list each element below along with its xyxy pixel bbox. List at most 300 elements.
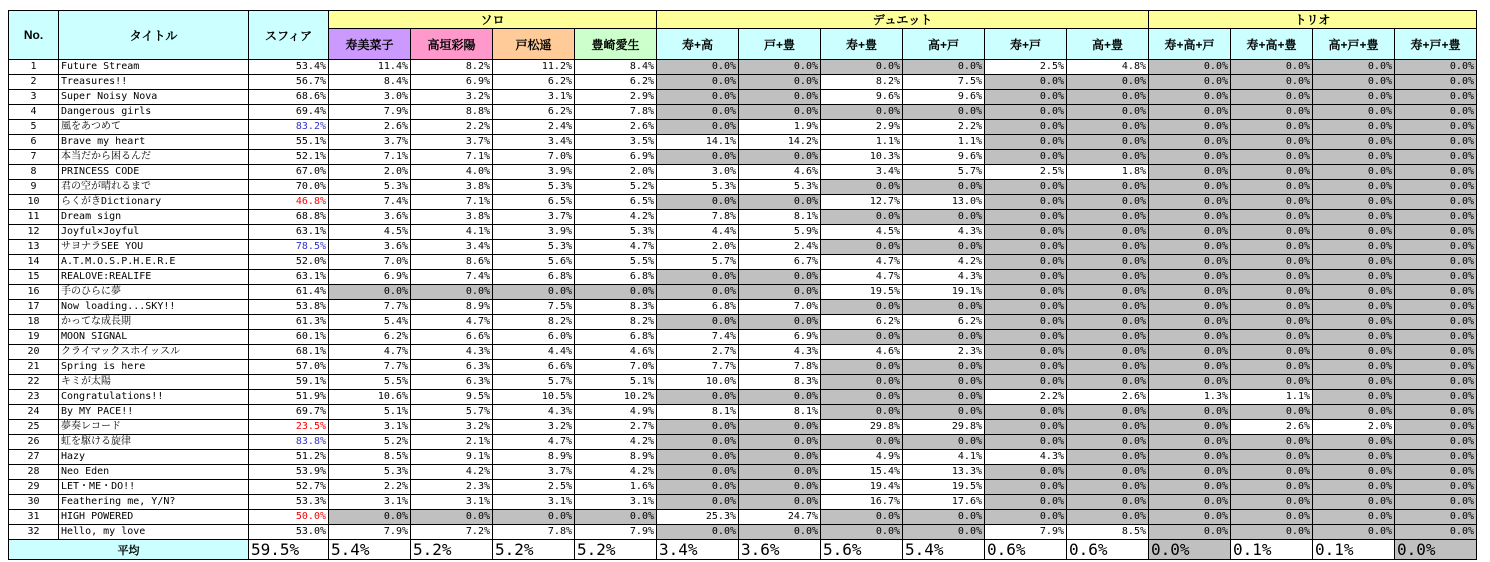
row-solo-2: 3.2%: [411, 90, 493, 105]
row-trio-2: 0.0%: [1231, 495, 1313, 510]
row-sphere: 52.7%: [249, 480, 329, 495]
row-duet-6: 0.0%: [1067, 405, 1149, 420]
row-duet-4: 19.5%: [903, 480, 985, 495]
row-trio-1: 0.0%: [1149, 285, 1231, 300]
row-solo-2: 6.9%: [411, 75, 493, 90]
row-solo-3: 7.5%: [493, 300, 575, 315]
row-trio-4: 0.0%: [1395, 450, 1477, 465]
row-solo-3: 3.1%: [493, 495, 575, 510]
row-trio-3: 0.0%: [1313, 210, 1395, 225]
row-solo-3: 5.3%: [493, 180, 575, 195]
row-solo-2: 6.3%: [411, 375, 493, 390]
row-solo-2: 3.1%: [411, 495, 493, 510]
row-trio-2: 0.0%: [1231, 300, 1313, 315]
row-solo-4: 5.1%: [575, 375, 657, 390]
row-sphere: 53.0%: [249, 525, 329, 540]
row-solo-1: 5.2%: [329, 435, 411, 450]
row-trio-3: 0.0%: [1313, 450, 1395, 465]
row-trio-2: 0.0%: [1231, 405, 1313, 420]
row-sphere: 69.4%: [249, 105, 329, 120]
row-duet-2: 4.6%: [739, 165, 821, 180]
table-row: [9, 315, 1477, 330]
row-solo-4: 4.7%: [575, 240, 657, 255]
row-trio-4: 0.0%: [1395, 105, 1477, 120]
row-trio-3: 0.0%: [1313, 330, 1395, 345]
row-duet-5: 0.0%: [985, 315, 1067, 330]
row-trio-1: 0.0%: [1149, 360, 1231, 375]
table-row: [9, 495, 1477, 510]
row-duet-3: 4.6%: [821, 345, 903, 360]
row-duet-6: 0.0%: [1067, 225, 1149, 240]
row-duet-5: 0.0%: [985, 150, 1067, 165]
row-trio-2: 0.0%: [1231, 60, 1313, 75]
row-duet-2: 1.9%: [739, 120, 821, 135]
row-number: 4: [9, 105, 59, 120]
row-trio-1: 0.0%: [1149, 330, 1231, 345]
row-solo-3: 3.4%: [493, 135, 575, 150]
table-body: [9, 60, 1477, 540]
average-trio-2: 0.1%: [1231, 540, 1313, 560]
row-title: Congratulations!!: [59, 390, 249, 405]
row-number: 32: [9, 525, 59, 540]
row-duet-5: 2.2%: [985, 390, 1067, 405]
row-trio-3: 0.0%: [1313, 195, 1395, 210]
row-trio-2: 0.0%: [1231, 465, 1313, 480]
row-solo-1: 6.9%: [329, 270, 411, 285]
row-duet-4: 0.0%: [903, 240, 985, 255]
row-solo-2: 2.2%: [411, 120, 493, 135]
row-trio-3: 0.0%: [1313, 255, 1395, 270]
row-solo-1: 3.1%: [329, 420, 411, 435]
row-solo-2: 3.7%: [411, 135, 493, 150]
header-group-solo: ソロ: [329, 11, 657, 29]
row-number: 5: [9, 120, 59, 135]
row-solo-1: 7.4%: [329, 195, 411, 210]
row-duet-4: 0.0%: [903, 510, 985, 525]
row-solo-4: 4.2%: [575, 465, 657, 480]
average-duet-6: 0.6%: [1067, 540, 1149, 560]
row-solo-2: 4.7%: [411, 315, 493, 330]
sphere-distribution-table: [8, 10, 1477, 560]
row-trio-4: 0.0%: [1395, 285, 1477, 300]
row-duet-2: 8.1%: [739, 210, 821, 225]
row-duet-2: 0.0%: [739, 75, 821, 90]
row-number: 22: [9, 375, 59, 390]
row-duet-3: 0.0%: [821, 240, 903, 255]
row-solo-1: 5.3%: [329, 180, 411, 195]
row-solo-2: 0.0%: [411, 285, 493, 300]
row-duet-2: 7.0%: [739, 300, 821, 315]
row-duet-3: 1.1%: [821, 135, 903, 150]
row-duet-3: 0.0%: [821, 405, 903, 420]
row-duet-2: 5.9%: [739, 225, 821, 240]
row-solo-4: 4.6%: [575, 345, 657, 360]
row-trio-4: 0.0%: [1395, 420, 1477, 435]
row-trio-3: 0.0%: [1313, 435, 1395, 450]
row-duet-3: 2.9%: [821, 120, 903, 135]
row-duet-2: 0.0%: [739, 525, 821, 540]
row-duet-2: 0.0%: [739, 195, 821, 210]
header-duet-3: 寿+豊: [821, 29, 903, 60]
row-duet-1: 5.3%: [657, 180, 739, 195]
row-sphere: 63.1%: [249, 270, 329, 285]
row-trio-4: 0.0%: [1395, 240, 1477, 255]
row-title: 本当だから困るんだ: [59, 150, 249, 165]
row-solo-4: 5.3%: [575, 225, 657, 240]
row-solo-1: 0.0%: [329, 285, 411, 300]
row-duet-5: 0.0%: [985, 510, 1067, 525]
row-duet-4: 29.8%: [903, 420, 985, 435]
row-title: 虹を駆ける旋律: [59, 435, 249, 450]
row-trio-3: 0.0%: [1313, 150, 1395, 165]
row-solo-2: 4.1%: [411, 225, 493, 240]
row-title: Joyful×Joyful: [59, 225, 249, 240]
row-trio-2: 0.0%: [1231, 105, 1313, 120]
row-solo-1: 3.6%: [329, 210, 411, 225]
row-duet-1: 0.0%: [657, 495, 739, 510]
row-duet-6: 1.8%: [1067, 165, 1149, 180]
row-trio-1: 0.0%: [1149, 165, 1231, 180]
row-duet-4: 0.0%: [903, 375, 985, 390]
row-duet-1: 6.8%: [657, 300, 739, 315]
row-solo-3: 3.7%: [493, 465, 575, 480]
row-number: 27: [9, 450, 59, 465]
row-title: Hello, my love: [59, 525, 249, 540]
row-sphere: 56.7%: [249, 75, 329, 90]
row-solo-2: 6.3%: [411, 360, 493, 375]
row-duet-4: 7.5%: [903, 75, 985, 90]
row-trio-2: 0.0%: [1231, 195, 1313, 210]
average-trio-3: 0.1%: [1313, 540, 1395, 560]
row-duet-5: 0.0%: [985, 345, 1067, 360]
row-title: Neo Eden: [59, 465, 249, 480]
row-title: 風をあつめて: [59, 120, 249, 135]
row-trio-1: 0.0%: [1149, 195, 1231, 210]
row-title: サヨナラSEE YOU: [59, 240, 249, 255]
row-trio-1: 0.0%: [1149, 480, 1231, 495]
table-row: [9, 375, 1477, 390]
row-duet-5: 0.0%: [985, 405, 1067, 420]
row-trio-3: 0.0%: [1313, 285, 1395, 300]
row-number: 3: [9, 90, 59, 105]
average-duet-4: 5.4%: [903, 540, 985, 560]
row-duet-4: 0.0%: [903, 525, 985, 540]
row-duet-4: 4.1%: [903, 450, 985, 465]
row-duet-3: 0.0%: [821, 210, 903, 225]
header-no: No.: [9, 11, 59, 60]
row-solo-4: 8.2%: [575, 315, 657, 330]
row-trio-4: 0.0%: [1395, 360, 1477, 375]
row-solo-1: 3.7%: [329, 135, 411, 150]
row-trio-4: 0.0%: [1395, 465, 1477, 480]
row-trio-4: 0.0%: [1395, 120, 1477, 135]
average-row: [9, 540, 1477, 560]
row-trio-1: 0.0%: [1149, 255, 1231, 270]
row-duet-3: 6.2%: [821, 315, 903, 330]
row-sphere: 83.8%: [249, 435, 329, 450]
row-duet-4: 0.0%: [903, 105, 985, 120]
header-duet-5: 寿+戸: [985, 29, 1067, 60]
row-solo-3: 7.8%: [493, 525, 575, 540]
row-duet-1: 2.7%: [657, 345, 739, 360]
row-sphere: 51.2%: [249, 450, 329, 465]
row-solo-3: 5.3%: [493, 240, 575, 255]
row-solo-3: 3.9%: [493, 225, 575, 240]
row-trio-2: 0.0%: [1231, 450, 1313, 465]
row-title: Now loading...SKY!!: [59, 300, 249, 315]
row-solo-3: 6.8%: [493, 270, 575, 285]
row-duet-1: 0.0%: [657, 60, 739, 75]
row-duet-6: 0.0%: [1067, 75, 1149, 90]
row-duet-6: 0.0%: [1067, 480, 1149, 495]
row-trio-3: 0.0%: [1313, 405, 1395, 420]
row-sphere: 53.8%: [249, 300, 329, 315]
row-trio-4: 0.0%: [1395, 510, 1477, 525]
row-title: MOON SIGNAL: [59, 330, 249, 345]
average-duet-1: 3.4%: [657, 540, 739, 560]
average-duet-5: 0.6%: [985, 540, 1067, 560]
row-trio-4: 0.0%: [1395, 195, 1477, 210]
row-solo-1: 8.4%: [329, 75, 411, 90]
row-title: クライマックスホイッスル: [59, 345, 249, 360]
row-title: A.T.M.O.S.P.H.E.R.E: [59, 255, 249, 270]
row-duet-5: 0.0%: [985, 195, 1067, 210]
row-trio-1: 1.3%: [1149, 390, 1231, 405]
row-title: 君の空が晴れるまで: [59, 180, 249, 195]
row-sphere: 53.4%: [249, 60, 329, 75]
row-duet-1: 7.8%: [657, 210, 739, 225]
row-duet-1: 0.0%: [657, 525, 739, 540]
row-duet-4: 4.3%: [903, 270, 985, 285]
row-duet-3: 0.0%: [821, 105, 903, 120]
row-duet-5: 0.0%: [985, 300, 1067, 315]
row-solo-1: 5.5%: [329, 375, 411, 390]
header-group-duet: デュエット: [657, 11, 1149, 29]
row-number: 24: [9, 405, 59, 420]
row-trio-1: 0.0%: [1149, 180, 1231, 195]
row-solo-3: 8.9%: [493, 450, 575, 465]
row-duet-4: 0.0%: [903, 60, 985, 75]
row-duet-2: 0.0%: [739, 90, 821, 105]
row-duet-5: 0.0%: [985, 375, 1067, 390]
row-solo-1: 7.7%: [329, 300, 411, 315]
row-trio-3: 0.0%: [1313, 225, 1395, 240]
row-solo-1: 7.1%: [329, 150, 411, 165]
table-row: [9, 465, 1477, 480]
row-duet-1: 0.0%: [657, 285, 739, 300]
row-trio-1: 0.0%: [1149, 90, 1231, 105]
table-row: [9, 120, 1477, 135]
row-sphere: 46.8%: [249, 195, 329, 210]
table-row: [9, 360, 1477, 375]
row-sphere: 53.3%: [249, 495, 329, 510]
row-solo-4: 8.9%: [575, 450, 657, 465]
row-trio-2: 0.0%: [1231, 375, 1313, 390]
row-title: Dangerous girls: [59, 105, 249, 120]
row-solo-3: 3.7%: [493, 210, 575, 225]
row-solo-2: 5.7%: [411, 405, 493, 420]
row-number: 7: [9, 150, 59, 165]
table-row: [9, 60, 1477, 75]
row-trio-2: 1.1%: [1231, 390, 1313, 405]
row-duet-1: 3.0%: [657, 165, 739, 180]
row-trio-4: 0.0%: [1395, 480, 1477, 495]
row-solo-4: 6.2%: [575, 75, 657, 90]
row-title: 手のひらに夢: [59, 285, 249, 300]
row-trio-3: 0.0%: [1313, 495, 1395, 510]
row-duet-4: 9.6%: [903, 90, 985, 105]
row-duet-3: 0.0%: [821, 60, 903, 75]
row-trio-4: 0.0%: [1395, 525, 1477, 540]
row-solo-1: 3.0%: [329, 90, 411, 105]
row-solo-1: 2.6%: [329, 120, 411, 135]
row-trio-4: 0.0%: [1395, 315, 1477, 330]
row-solo-4: 6.9%: [575, 150, 657, 165]
row-duet-4: 1.1%: [903, 135, 985, 150]
row-duet-6: 0.0%: [1067, 240, 1149, 255]
row-trio-4: 0.0%: [1395, 75, 1477, 90]
row-solo-4: 3.1%: [575, 495, 657, 510]
row-duet-2: 8.1%: [739, 405, 821, 420]
row-duet-3: 4.9%: [821, 450, 903, 465]
row-number: 30: [9, 495, 59, 510]
header-title: タイトル: [59, 11, 249, 60]
row-title: Future Stream: [59, 60, 249, 75]
row-duet-4: 2.3%: [903, 345, 985, 360]
row-duet-4: 0.0%: [903, 435, 985, 450]
table-row: [9, 210, 1477, 225]
row-number: 15: [9, 270, 59, 285]
row-trio-2: 0.0%: [1231, 480, 1313, 495]
row-trio-1: 0.0%: [1149, 315, 1231, 330]
row-trio-3: 0.0%: [1313, 465, 1395, 480]
row-solo-2: 3.8%: [411, 180, 493, 195]
row-duet-1: 5.7%: [657, 255, 739, 270]
row-duet-1: 8.1%: [657, 405, 739, 420]
header-solo-takagaki: 高垣彩陽: [411, 29, 493, 60]
row-duet-1: 0.0%: [657, 75, 739, 90]
row-solo-2: 2.3%: [411, 480, 493, 495]
row-duet-2: 0.0%: [739, 435, 821, 450]
row-duet-3: 19.5%: [821, 285, 903, 300]
row-duet-3: 8.2%: [821, 75, 903, 90]
header-duet-2: 戸+豊: [739, 29, 821, 60]
row-sphere: 50.0%: [249, 510, 329, 525]
row-trio-4: 0.0%: [1395, 300, 1477, 315]
row-duet-3: 0.0%: [821, 525, 903, 540]
table-row: [9, 510, 1477, 525]
row-solo-4: 6.8%: [575, 270, 657, 285]
row-solo-2: 2.1%: [411, 435, 493, 450]
table-row: [9, 225, 1477, 240]
row-solo-3: 5.6%: [493, 255, 575, 270]
row-trio-4: 0.0%: [1395, 435, 1477, 450]
row-number: 14: [9, 255, 59, 270]
row-duet-4: 0.0%: [903, 300, 985, 315]
row-trio-4: 0.0%: [1395, 180, 1477, 195]
row-duet-6: 0.0%: [1067, 345, 1149, 360]
row-title: キミが太陽: [59, 375, 249, 390]
row-solo-2: 4.2%: [411, 465, 493, 480]
row-duet-5: 0.0%: [985, 270, 1067, 285]
row-trio-2: 0.0%: [1231, 225, 1313, 240]
row-duet-4: 2.2%: [903, 120, 985, 135]
row-duet-5: 0.0%: [985, 480, 1067, 495]
row-trio-4: 0.0%: [1395, 495, 1477, 510]
row-duet-2: 14.2%: [739, 135, 821, 150]
row-trio-3: 0.0%: [1313, 105, 1395, 120]
row-trio-3: 0.0%: [1313, 75, 1395, 90]
row-title: PRINCESS CODE: [59, 165, 249, 180]
row-duet-1: 2.0%: [657, 240, 739, 255]
row-duet-4: 0.0%: [903, 180, 985, 195]
row-trio-4: 0.0%: [1395, 135, 1477, 150]
row-duet-5: 0.0%: [985, 285, 1067, 300]
row-solo-2: 3.2%: [411, 420, 493, 435]
row-number: 12: [9, 225, 59, 240]
row-number: 25: [9, 420, 59, 435]
average-solo-toyosaki: 5.2%: [575, 540, 657, 560]
row-duet-6: 0.0%: [1067, 315, 1149, 330]
row-solo-1: 0.0%: [329, 510, 411, 525]
row-duet-5: 0.0%: [985, 465, 1067, 480]
row-solo-2: 7.4%: [411, 270, 493, 285]
header-trio-2: 寿+高+豊: [1231, 29, 1313, 60]
row-duet-1: 0.0%: [657, 270, 739, 285]
header-trio-3: 高+戸+豊: [1313, 29, 1395, 60]
row-duet-1: 0.0%: [657, 450, 739, 465]
row-duet-2: 0.0%: [739, 60, 821, 75]
row-trio-1: 0.0%: [1149, 210, 1231, 225]
row-duet-4: 0.0%: [903, 330, 985, 345]
row-sphere: 63.1%: [249, 225, 329, 240]
row-solo-1: 7.7%: [329, 360, 411, 375]
row-sphere: 68.1%: [249, 345, 329, 360]
header-trio-1: 寿+高+戸: [1149, 29, 1231, 60]
row-trio-3: 0.0%: [1313, 375, 1395, 390]
row-duet-6: 0.0%: [1067, 495, 1149, 510]
row-solo-4: 1.6%: [575, 480, 657, 495]
row-solo-4: 4.2%: [575, 210, 657, 225]
row-number: 6: [9, 135, 59, 150]
row-number: 18: [9, 315, 59, 330]
row-duet-1: 0.0%: [657, 120, 739, 135]
row-trio-3: 0.0%: [1313, 120, 1395, 135]
average-solo-takagaki: 5.2%: [411, 540, 493, 560]
average-solo-tomatsu: 5.2%: [493, 540, 575, 560]
row-sphere: 70.0%: [249, 180, 329, 195]
row-number: 31: [9, 510, 59, 525]
row-duet-3: 0.0%: [821, 510, 903, 525]
row-solo-2: 8.9%: [411, 300, 493, 315]
row-duet-3: 0.0%: [821, 180, 903, 195]
row-trio-3: 0.0%: [1313, 315, 1395, 330]
row-duet-1: 0.0%: [657, 90, 739, 105]
table-row: [9, 405, 1477, 420]
row-duet-3: 10.3%: [821, 150, 903, 165]
table-row: [9, 330, 1477, 345]
row-duet-4: 0.0%: [903, 390, 985, 405]
row-title: かってな成長期: [59, 315, 249, 330]
row-trio-2: 0.0%: [1231, 180, 1313, 195]
row-duet-3: 0.0%: [821, 330, 903, 345]
row-duet-6: 0.0%: [1067, 180, 1149, 195]
row-sphere: 23.5%: [249, 420, 329, 435]
row-trio-1: 0.0%: [1149, 405, 1231, 420]
row-sphere: 55.1%: [249, 135, 329, 150]
row-solo-2: 6.6%: [411, 330, 493, 345]
row-duet-1: 7.7%: [657, 360, 739, 375]
